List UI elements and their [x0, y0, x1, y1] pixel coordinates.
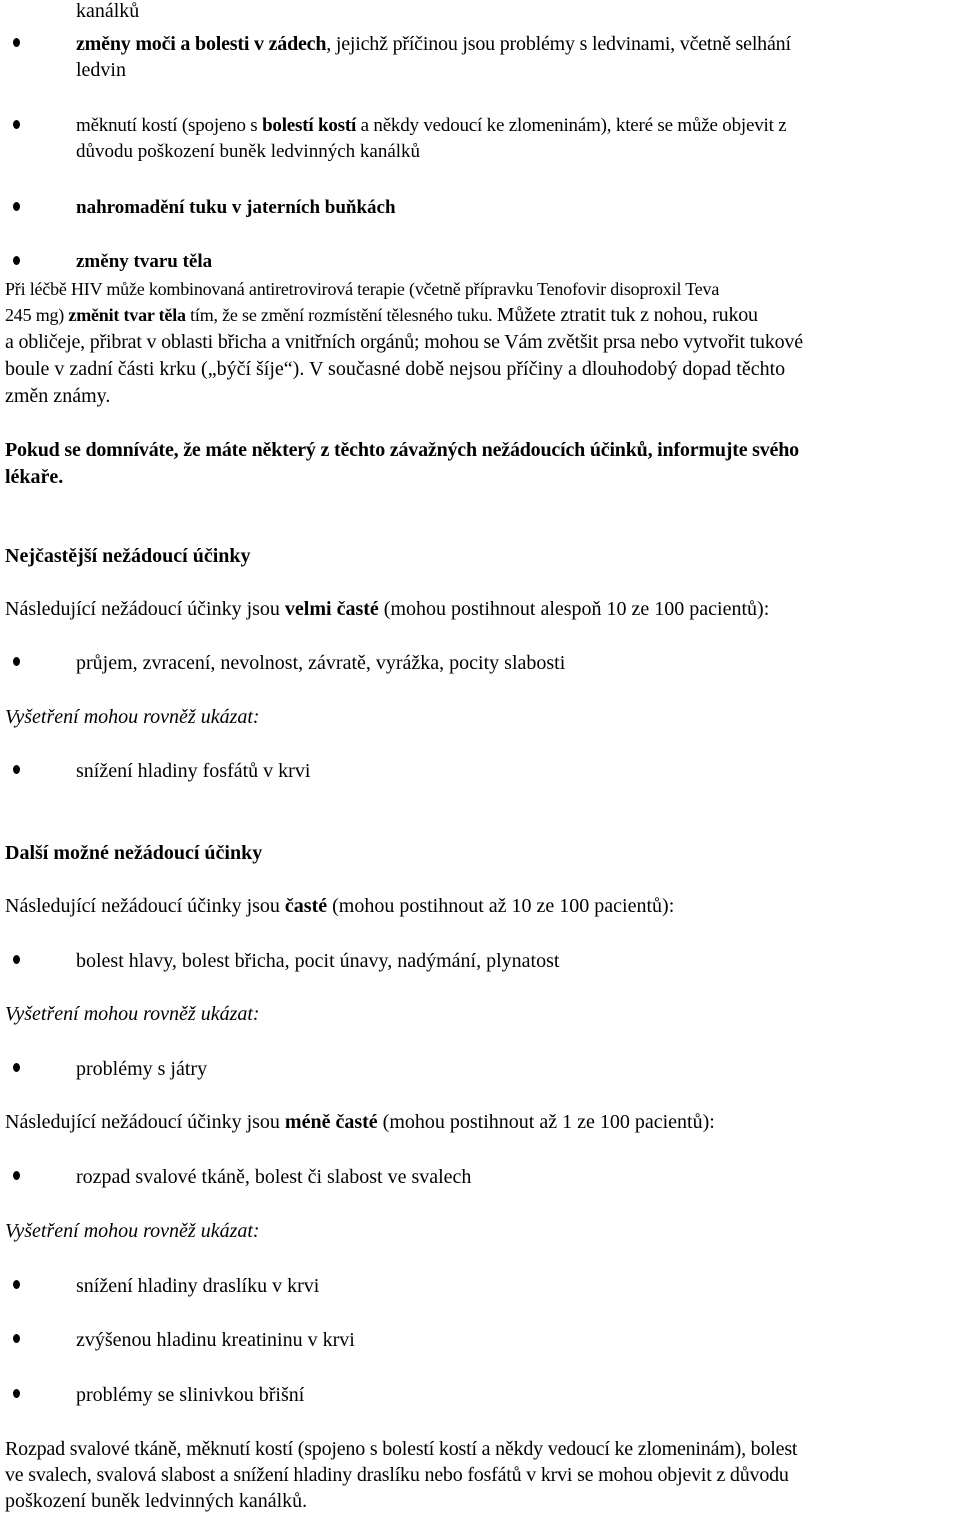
- list-item: měknutí kostí (spojeno s bolestí kostí a někdy vedoucí ke zlomeninám), které se může objevit z: [76, 115, 787, 136]
- paragraph-line: Rozpad svalové tkáně, měknutí kostí (spojeno s bolestí kostí a někdy vedoucí ke zlomeninám), bolest: [5, 1438, 798, 1460]
- bullet: [13, 1389, 20, 1398]
- section-heading: Další možné nežádoucí účinky: [5, 842, 263, 864]
- list-item-cont: důvodu poškození buněk ledvinných kanálků: [76, 141, 421, 162]
- tests-label: Vyšetření mohou rovněž ukázat:: [5, 1003, 260, 1025]
- list-item: nahromadění tuku v jaterních buňkách: [76, 197, 396, 218]
- continuation-line: kanálků: [76, 0, 140, 22]
- bullet: [13, 955, 20, 964]
- list-item-cont: ledvin: [76, 59, 126, 81]
- bullet: [13, 1063, 20, 1072]
- tests-label: Vyšetření mohou rovněž ukázat:: [5, 1220, 260, 1242]
- bullet: [13, 1171, 20, 1180]
- list-item: zvýšenou hladinu kreatininu v krvi: [76, 1329, 355, 1351]
- list-item: snížení hladiny fosfátů v krvi: [76, 760, 311, 782]
- paragraph-line: poškození buněk ledvinných kanálků.: [5, 1490, 308, 1512]
- list-item: změny moči a bolesti v zádech, jejichž příčinou jsou problémy s ledvinami, včetně selhání: [76, 33, 791, 55]
- bullet: [13, 1280, 20, 1289]
- bullet: [13, 765, 20, 774]
- list-item: bolest hlavy, bolest břicha, pocit únavy, nadýmání, plynatost: [76, 950, 560, 972]
- tests-label: Vyšetření mohou rovněž ukázat:: [5, 706, 260, 728]
- paragraph-line: boule v zadní části krku („býčí šíje“). V současné době nejsou příčiny a dlouhodobý dopad těchto: [5, 358, 786, 380]
- bullet: [13, 256, 20, 265]
- list-item: problémy s játry: [76, 1058, 208, 1080]
- warning-text: lékaře.: [5, 466, 64, 488]
- warning-text: Pokud se domníváte, že máte některý z těchto závažných nežádoucích účinků, informujte svého: [5, 439, 799, 461]
- paragraph-line: změn známy.: [5, 385, 111, 407]
- list-item: problémy se slinivkou břišní: [76, 1384, 305, 1406]
- bullet: [13, 38, 20, 47]
- list-item: rozpad svalové tkáně, bolest či slabost ve svalech: [76, 1166, 472, 1188]
- bullet: [13, 202, 20, 211]
- frequency-line: Následující nežádoucí účinky jsou méně časté (mohou postihnout až 1 ze 100 pacientů):: [5, 1111, 715, 1133]
- bullet: [13, 120, 20, 129]
- frequency-line: Následující nežádoucí účinky jsou velmi časté (mohou postihnout alespoň 10 ze 100 pacientů):: [5, 598, 770, 620]
- paragraph-line: Při léčbě HIV může kombinovaná antiretrovirová terapie (včetně přípravku Tenofovir disoproxil Teva: [5, 279, 720, 299]
- bullet: [13, 1334, 20, 1343]
- frequency-line: Následující nežádoucí účinky jsou časté (mohou postihnout až 10 ze 100 pacientů):: [5, 895, 675, 917]
- bullet: [13, 657, 20, 666]
- list-item: snížení hladiny draslíku v krvi: [76, 1275, 320, 1297]
- list-item: změny tvaru těla: [76, 251, 213, 272]
- paragraph-line: ve svalech, svalová slabost a snížení hladiny draslíku nebo fosfátů v krvi se mohou objevit z důvodu: [5, 1464, 789, 1486]
- section-heading: Nejčastější nežádoucí účinky: [5, 545, 251, 567]
- paragraph-line: a obličeje, přibrat v oblasti břicha a vnitřních orgánů; mohou se Vám zvětšit prsa nebo vytvořit tukové: [5, 331, 803, 353]
- list-item: průjem, zvracení, nevolnost, závratě, vyrážka, pocity slabosti: [76, 652, 566, 674]
- paragraph-line: 245 mg) změnit tvar těla tím, že se změní rozmístění tělesného tuku. Můžete ztratit tuk z nohou, rukou: [5, 304, 758, 326]
